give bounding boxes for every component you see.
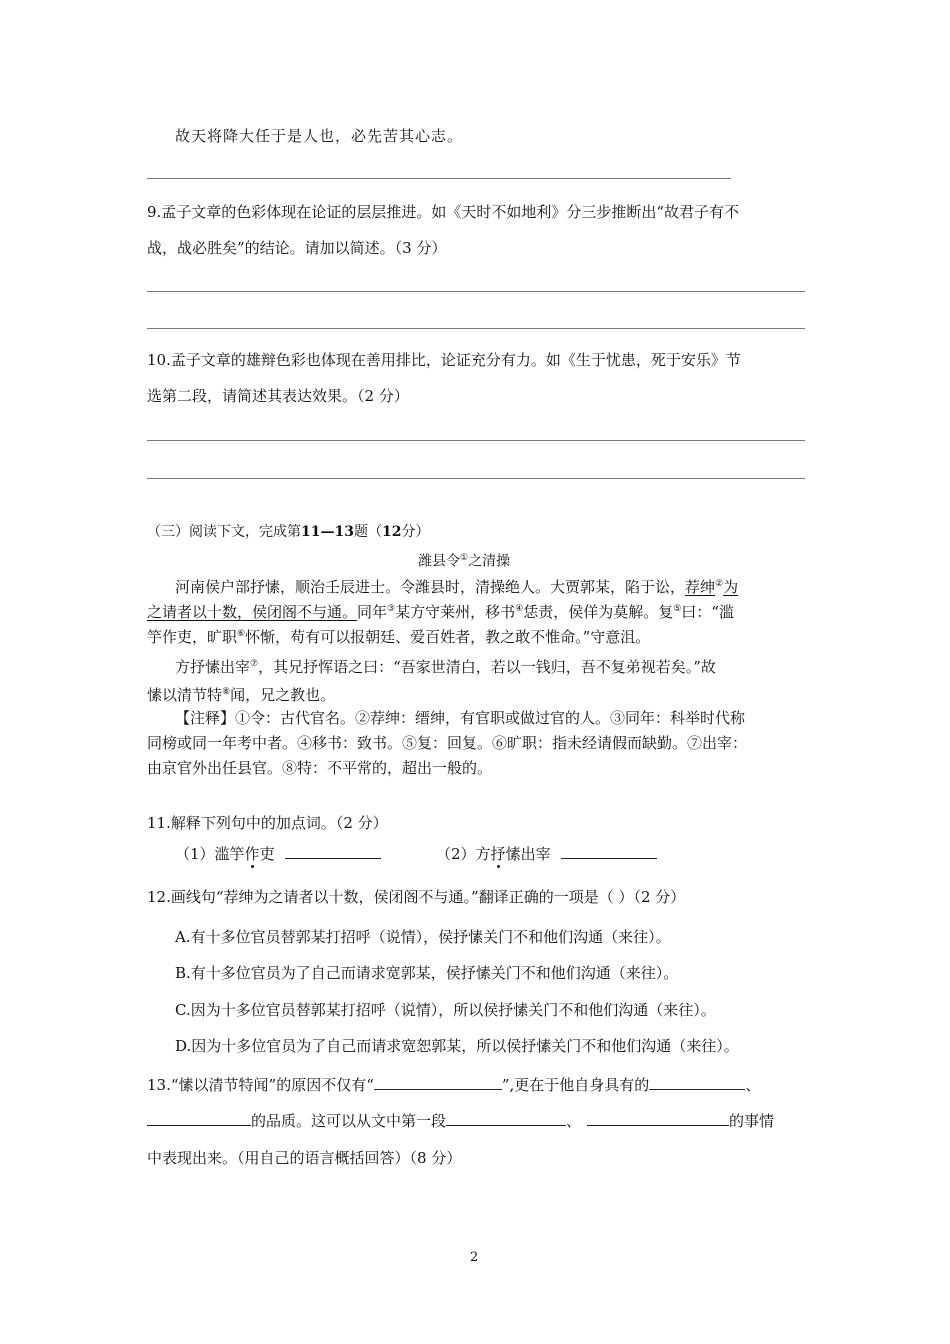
answer-blank[interactable] xyxy=(587,1111,729,1126)
q11-item1: （1）滥竽作吏 xyxy=(175,842,381,866)
notes-line2: 同榜或同一年考中者。④移书：致书。⑤复：回复。⑥旷职：指未经请假而缺勤。⑦出宰： xyxy=(147,734,748,752)
passage-p1-line2: 之请者以十数，侯闭阁不与通。同年③某方守莱州，移书④恁责，侯佯为莫解。复⑤曰：“滥 xyxy=(147,603,734,621)
notes-line1: 【注释】①令：古代官名。②荐绅：缙绅，有官职或做过官的人。③同年：科举时代称 xyxy=(175,709,746,727)
page-number: 2 xyxy=(470,1250,479,1265)
answer-blank[interactable] xyxy=(561,844,657,859)
answer-line xyxy=(147,328,805,329)
answer-blank[interactable] xyxy=(285,844,381,859)
q10-line2: 选第二段，请简述其表达效果。（2 分） xyxy=(147,387,409,405)
q13-line1: 13.“愫以清节特闻”的原因不仅有“ ”,更在于他自身具有的 、 xyxy=(147,1076,761,1094)
quote-line: 故天将降大任于是人也，必先苦其心志。 xyxy=(175,127,464,145)
answer-blank[interactable] xyxy=(446,1111,566,1126)
q12-option-a: A.有十多位官员替郭某打招呼（说情），侯抒愫关门不和他们沟通（来往）。 xyxy=(175,928,671,946)
passage-title: 潍县令①之清操 xyxy=(418,553,511,570)
answer-blank[interactable] xyxy=(147,1111,251,1126)
q11-item2: （2）方抒愫出宰 xyxy=(436,842,657,866)
q13-line2: 的品质。这可以从文中第一段 、 的事情 xyxy=(147,1109,774,1133)
q12-option-b: B.有十多位官员为了自己而请求宽郭某，侯抒愫关门不和他们沟通（来往）。 xyxy=(175,964,679,982)
q12-stem: 12.画线句“荐绅为之请者以十数，侯闭阁不与通。”翻译正确的一项是（ ）（2 分） xyxy=(147,888,686,906)
answer-line xyxy=(147,291,805,292)
q9-line2: 战，战必胜矣”的结论。请加以简述。（3 分） xyxy=(147,239,447,257)
answer-line xyxy=(147,478,805,479)
q9-line1: 9.孟子文章的色彩体现在论证的层层推进。如《天时不如地利》分三步推断出“故君子有不 xyxy=(147,203,739,221)
q10-line1: 10.孟子文章的雄辩色彩也体现在善用排比，论证充分有力。如《生于忧患，死于安乐》节 xyxy=(147,351,741,369)
section-heading: （三）阅读下文，完成第11—13题（12分） xyxy=(147,524,430,540)
q11-stem: 11.解释下列句中的加点词。（2 分） xyxy=(147,814,388,832)
passage-p1-line1: 河南侯户部抒愫，顺治壬辰进士。令潍县时，清操绝人。大贾郭某，陷于讼，荐绅②为 xyxy=(175,578,739,596)
answer-blank[interactable] xyxy=(649,1075,745,1090)
q12-option-d: D.因为十多位官员为了自己而请求宽恕郭某，所以侯抒愫关门不和他们沟通（来往）。 xyxy=(175,1037,739,1055)
answer-line xyxy=(147,178,731,179)
answer-line xyxy=(147,440,805,441)
q13-line3: 中表现出来。（用自己的语言概括回答）（8 分） xyxy=(147,1149,462,1167)
notes-line3: 由京官外出任县官。⑧特：不平常的，超出一般的。 xyxy=(147,759,493,777)
passage-p1-line3: 竽作吏，旷职⑥怀惭，苟有可以报朝廷、爱百姓者，教之敢不惟命。”守意沮。 xyxy=(147,628,651,646)
q12-option-c: C.因为十多位官员替郭某打招呼（说情），所以侯抒愫关门不和他们沟通（来往）。 xyxy=(175,1001,716,1019)
passage-p2-line1: 方抒愫出宰⑦，其兄抒恽语之曰：“吾家世清白，若以一钱归，吾不复弟视若矣。”故 xyxy=(175,658,716,676)
passage-p2-line2: 愫以清节特⑧闻，兄之教也。 xyxy=(147,686,336,704)
answer-blank[interactable] xyxy=(374,1075,502,1090)
